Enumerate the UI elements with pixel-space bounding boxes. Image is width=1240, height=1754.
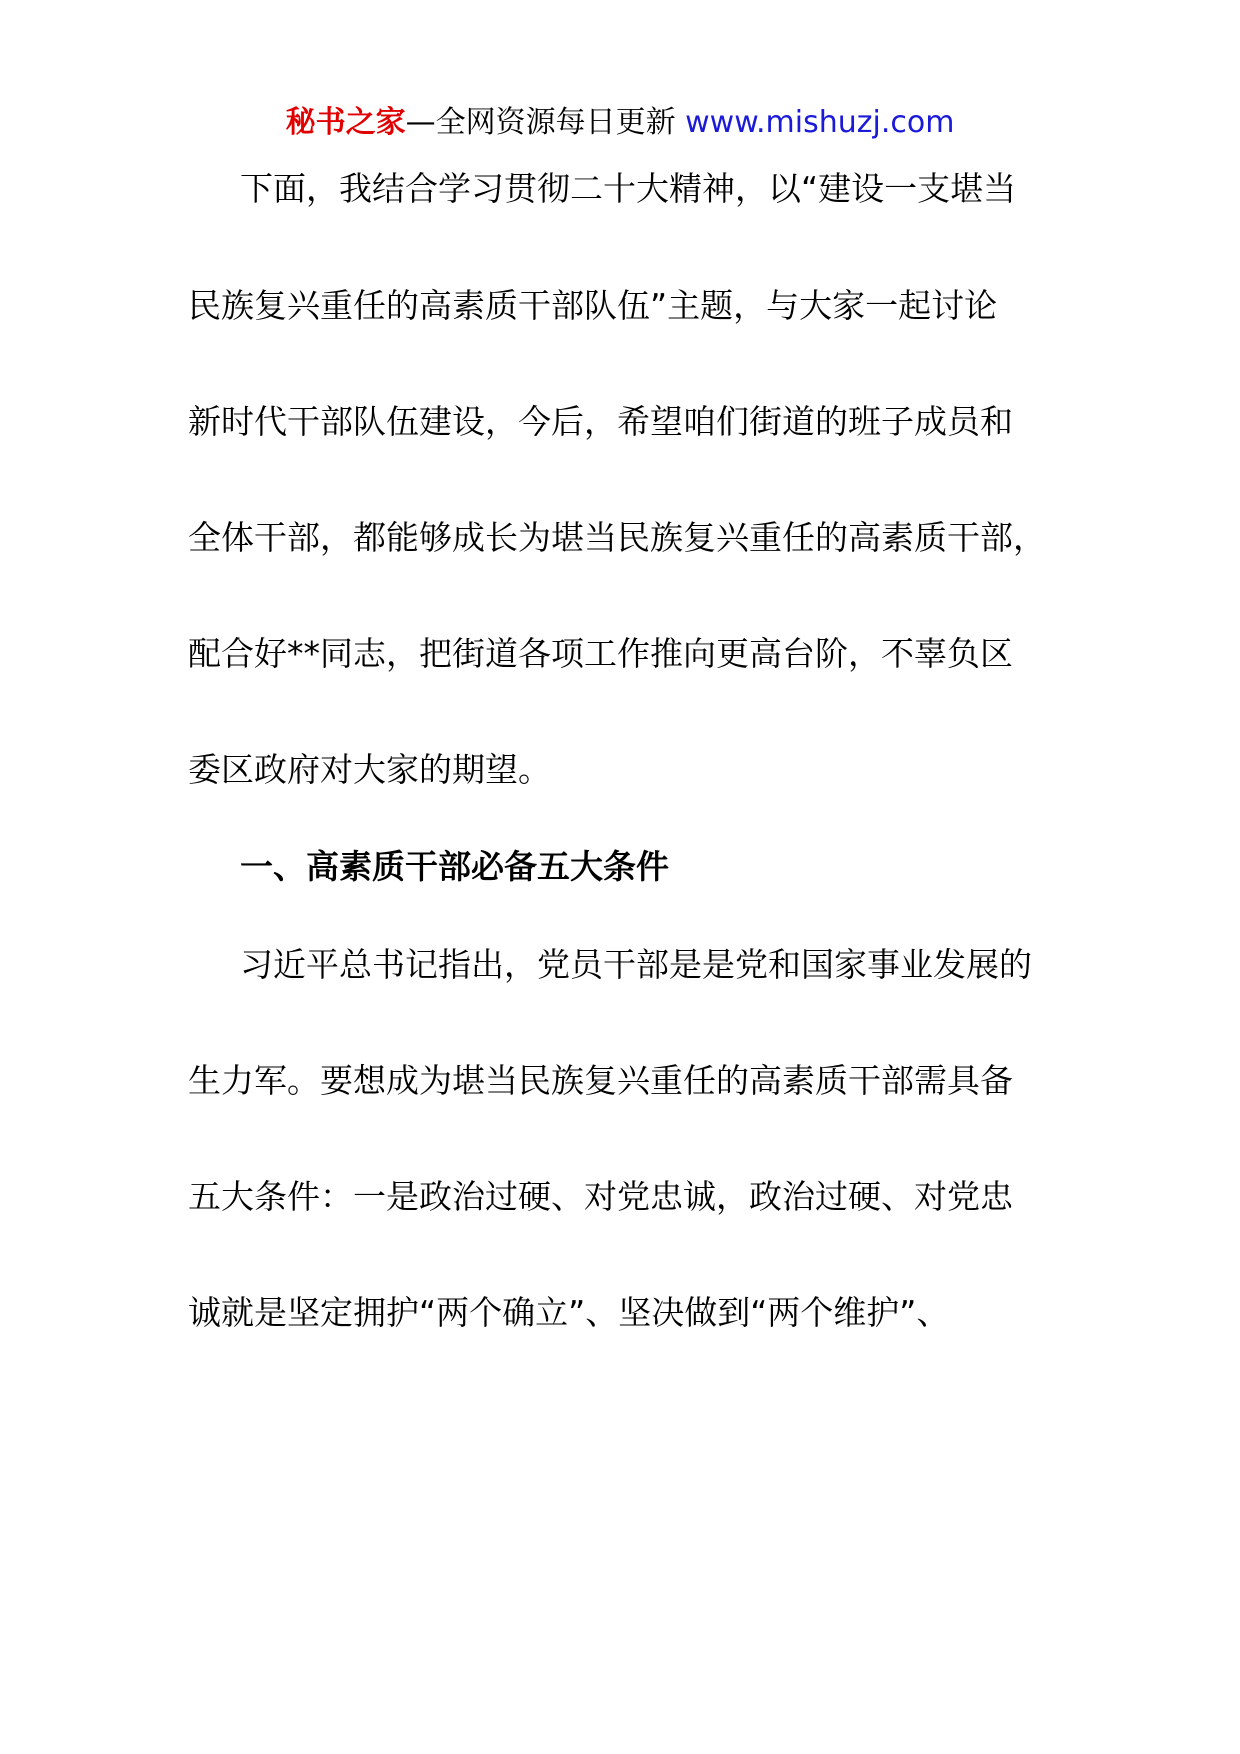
- paragraph-line: 民族复兴重任的高素质干部队伍”主题，与大家一起讨论: [188, 286, 998, 325]
- paragraph-line: 习近平总书记指出，党员干部是是党和国家事业发展的: [240, 945, 1032, 984]
- paragraph-line: 配合好**同志，把街道各项工作推向更高台阶，不辜负区: [188, 634, 1013, 673]
- page-header: [0, 102, 1240, 144]
- paragraph-line: 下面，我结合学习贯彻二十大精神，以“建设一支堪当: [240, 169, 1017, 208]
- header-tagline: —全网资源每日更新: [405, 105, 686, 140]
- section-heading: 一、高素质干部必备五大条件: [240, 847, 669, 886]
- brand-name: 秘书之家: [285, 105, 406, 140]
- paragraph-line: 委区政府对大家的期望。: [188, 750, 551, 789]
- paragraph-line: 诚就是坚定拥护“两个确立”、坚决做到“两个维护”、: [188, 1293, 950, 1332]
- website-link[interactable]: www.mishuzj.com: [685, 105, 955, 140]
- paragraph-line: 全体干部，都能够成长为堪当民族复兴重任的高素质干部，: [188, 518, 1046, 557]
- paragraph-line: 新时代干部队伍建设，今后，希望咱们街道的班子成员和: [188, 402, 1013, 441]
- paragraph-line: 生力军。要想成为堪当民族复兴重任的高素质干部需具备: [188, 1061, 1013, 1100]
- paragraph-line: 五大条件：一是政治过硬、对党忠诚，政治过硬、对党忠: [188, 1177, 1013, 1216]
